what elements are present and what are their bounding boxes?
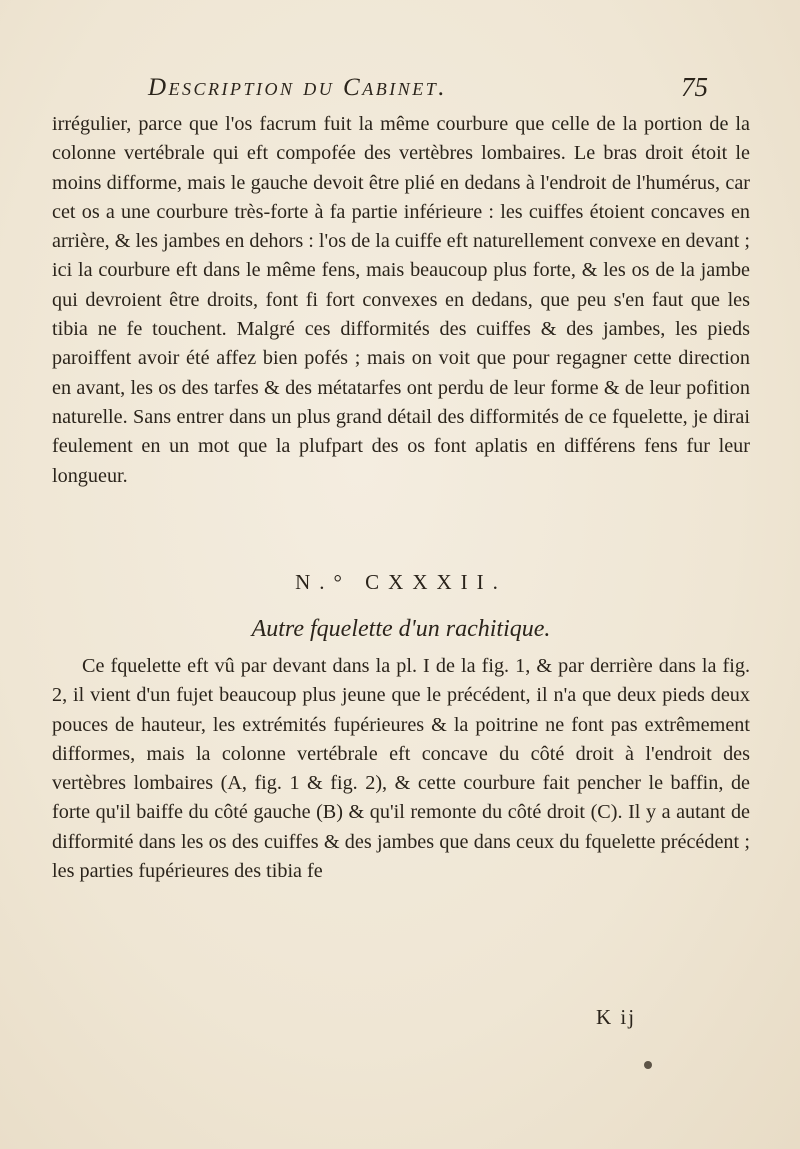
ink-spot — [644, 1061, 652, 1069]
article-title: Autre fquelette d'un rachitique. — [251, 616, 551, 642]
page-number: 75 — [681, 72, 708, 102]
running-head — [148, 72, 708, 112]
catchword: K ij — [596, 1005, 637, 1029]
article-number: N.° CXXXII. — [295, 570, 507, 594]
paragraph-1: irrégulier, parce que l'os facrum fuit la même courbure que celle de la portion de la colonne vertébrale qui eft compofée des vertèbres lombaires. Le bras droit étoit le moins difforme, mais le gauche devoit être plié en dedans à l'endroit de l'humérus, car cet os a une courbure très-forte à fa partie inférieure : les cuiffes étoient concaves en arrière, & les jambes en dehors : l'os de la cuiffe eft naturellement convexe en devant ; ici la courbure eft dans le même fens, mais beaucoup plus forte, & les os de la jambe qui devroient être droits, font fi fort convexes en dedans, que peu s'en faut que les tibia ne fe touchent. Malgré ces difformités des cuiffes & des jambes, les pieds paroiffent avoir été affez bien pofés ; mais on voit que pour regagner cette direction en avant, les os des tarfes & des métatarfes ont perdu de leur forme & de leur pofition naturelle. Sans entrer dans un plus grand détail des difformités de ce fquelette, je dirai feulement en un mot que la plufpart des os font aplatis en différens fens fur leur longueur. — [52, 113, 750, 487]
paragraph-2: Ce fquelette eft vû par devant dans la pl. I de la fig. 1, & par derrière dans la fig. 2, il vient d'un fujet beaucoup plus jeune que le précédent, il n'a que deux pieds deux pouces de hauteur, les extrémités fupérieures & la poitrine ne font pas extrêmement difformes, mais la colonne vertébrale eft concave du côté droit à l'endroit des vertèbres lombaires (A, fig. 1 & fig. 2), & cette courbure fait pencher le baffin, de forte qu'il baiffe du côté gauche (B) & qu'il remonte du côté droit (C). Il y a autant de difformité dans les os des cuiffes & des jambes que dans ceux du fquelette précédent ; les parties fupérieures des tibia fe — [52, 655, 750, 883]
running-head-title: Description du Cabinet. — [148, 74, 447, 101]
body-text — [52, 110, 750, 883]
